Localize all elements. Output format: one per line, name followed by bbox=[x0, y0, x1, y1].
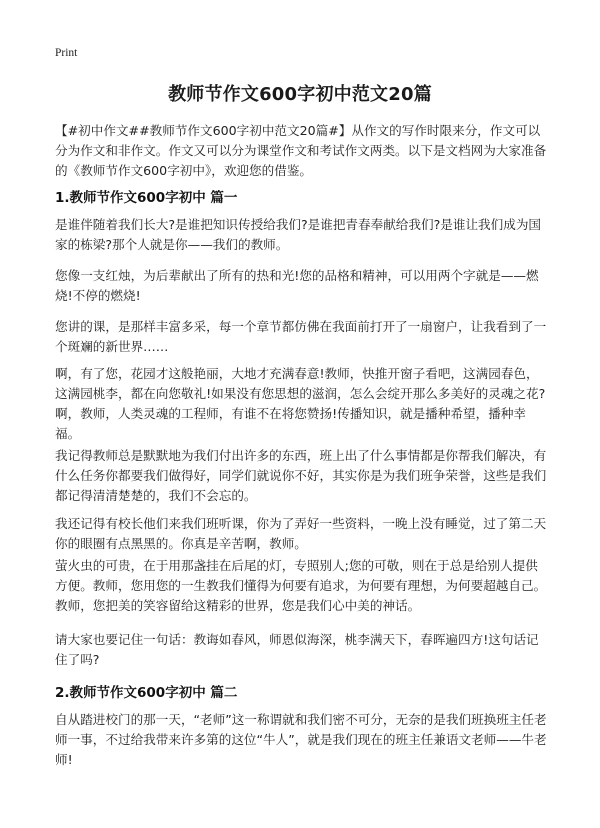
paragraph-1-6: 我还记得有校长他们来我们班听课，你为了弄好一些资料，一晚上没有睡觉，过了第二天你的眼圈有点黑黑的。你真是辛苦啊，教师。 bbox=[55, 516, 547, 551]
print-label[interactable]: Print bbox=[55, 47, 78, 59]
section-1-heading: 1.教师节作文600字初中 篇一 bbox=[55, 190, 238, 206]
paragraph-1-1: 是谁伴随着我们长大?是谁把知识传授给我们?是谁把青春奉献给我们?是谁让我们成为国家的栋梁?那个人就是你——我们的教师。 bbox=[55, 217, 542, 252]
paragraph-1-5: 我记得教师总是默默地为我们付出许多的东西，班上出了什么事情都是你帮我们解决，有什么任务你都要我们做得好，同学们就说你不好，其实你是为我们班争荣誉，这些是我们都记得清清楚楚的，我们不会忘的。 bbox=[55, 448, 547, 503]
paragraph-1-4: 啊，有了您，花园才这般艳丽，大地才充满春意!教师，快推开窗子看吧，这满园春色，这满园桃李，都在向您敬礼!如果没有您思想的滋润，怎么会绽开那么多美好的灵魂之花?啊，教师，人类灵魂的工程师，有谁不在将您赞扬!传播知识，就是播种希望，播种幸福。 bbox=[55, 366, 546, 441]
paragraph-1-2: 您像一支红烛，为后辈献出了所有的热和光!您的品格和精神，可以用两个字就是——燃烧!不停的燃烧! bbox=[55, 268, 539, 303]
section-2-heading: 2.教师节作文600字初中 篇二 bbox=[55, 685, 238, 701]
paragraph-2-1: 自从踏进校门的那一天，“老师”这一称谓就和我们密不可分，无奈的是我们班换班主任老师一事，不过给我带来许多第的这位“牛人”，就是我们现在的班主任兼语文老师——牛老师! bbox=[55, 712, 547, 767]
intro-paragraph: 【#初中作文##教师节作文600字初中范文20篇#】从作文的写作时限来分，作文可以分为作文和非作文。作文又可以分为课堂作文和考试作文两类。以下是文档网为大家准备的《教师节作文600字初中》，欢迎您的借鉴。 bbox=[55, 123, 547, 178]
paragraph-1-3: 您讲的课，是那样丰富多采，每一个章节都仿佛在我面前打开了一扇窗户，让我看到了一个斑斓的新世界…… bbox=[55, 319, 547, 354]
paragraph-1-7: 萤火虫的可贵，在于用那盏挂在后尾的灯，专照别人;您的可敬，则在于总是给别人提供方便。教师，您用您的一生教我们懂得为何要有追求，为何要有理想，为何要超越自己。教师，您把美的笑容留给这精彩的世界，您是我们心中美的神话。 bbox=[55, 558, 547, 613]
paragraph-1-8: 请大家也要记住一句话：教诲如春风，师恩似海深，桃李满天下，春晖遍四方!这句话记住了吗? bbox=[55, 632, 539, 667]
page-title: 教师节作文600字初中范文20篇 bbox=[168, 84, 432, 105]
